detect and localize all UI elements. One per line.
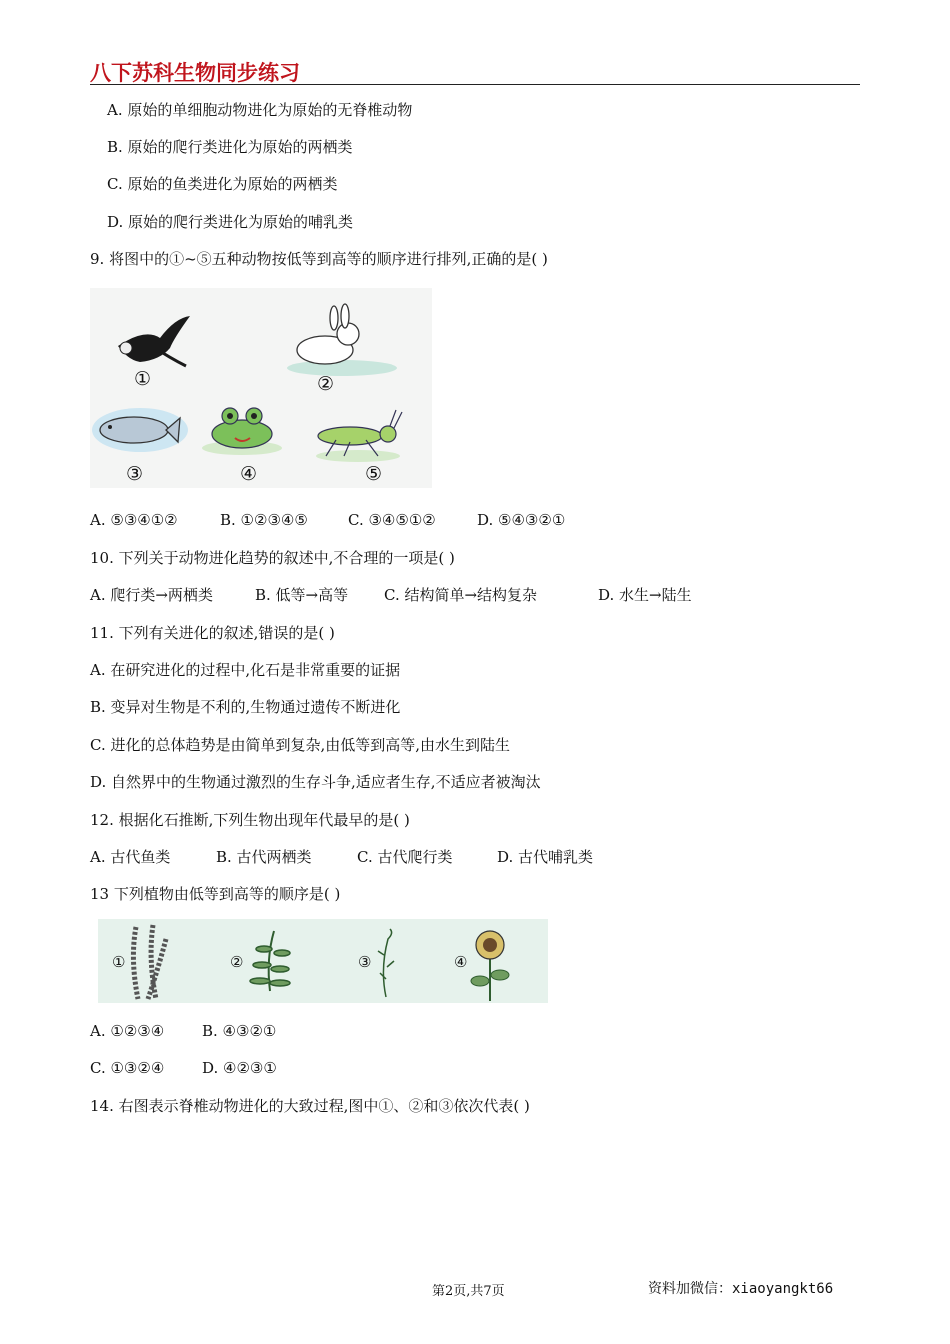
q9-label-5: ⑤ [365,463,383,485]
q9-label-4: ④ [240,463,258,485]
q13-label-2: ② [230,953,244,971]
q8-option-d: D. 原始的爬行类进化为原始的哺乳类 [107,213,354,231]
footer-contact: 资料加微信：xiaoyangkt66 [648,1281,834,1297]
q9-stem: 9. 将图中的①~⑤五种动物按低等到高等的顺序进行排列,正确的是( ) [90,250,548,268]
q13-label-4: ④ [454,953,468,971]
q9-label-1: ① [134,368,152,390]
q8-option-a: A. 原始的单细胞动物进化为原始的无脊椎动物 [107,101,413,119]
q13-option-c: C. ①③②④ [90,1059,165,1077]
q12-option-c: C. 古代爬行类 [357,848,453,866]
q13-option-d: D. ④②③① [202,1059,277,1077]
q12-option-a: A. 古代鱼类 [90,848,171,866]
q13-option-a: A. ①②③④ [90,1022,165,1040]
q12-stem: 12. 根据化石推断,下列生物出现年代最早的是( ) [90,811,410,829]
q9-label-3: ③ [126,463,144,485]
q10-option-a: A. 爬行类→两栖类 [90,586,213,604]
q11-option-d: D. 自然界中的生物通过激烈的生存斗争,适应者生存,不适应者被淘汰 [90,773,541,791]
q12-option-d: D. 古代哺乳类 [497,848,594,866]
q9-animal-figure [90,288,432,488]
q13-label-3: ③ [358,953,372,971]
q10-option-b: B. 低等→高等 [255,586,349,604]
q11-stem: 11. 下列有关进化的叙述,错误的是( ) [90,624,335,642]
q13-label-1: ① [112,953,126,971]
q10-option-d: D. 水生→陆生 [598,586,692,604]
q10-option-c: C. 结构简单→结构复杂 [384,586,538,604]
q11-option-a: A. 在研究进化的过程中,化石是非常重要的证据 [90,661,401,679]
q8-option-c: C. 原始的鱼类进化为原始的两栖类 [107,175,338,193]
q9-option-d: D. ⑤④③②① [477,511,566,529]
header-title: 八下苏科生物同步练习 [90,61,300,85]
q9-label-2: ② [317,373,335,395]
q8-option-b: B. 原始的爬行类进化为原始的两栖类 [107,138,353,156]
q9-option-a: A. ⑤③④①② [90,511,178,529]
page-number: 第2页,共7页 [432,1284,505,1299]
q13-option-b: B. ④③②① [202,1022,277,1040]
q14-stem: 14. 右图表示脊椎动物进化的大致过程,图中①、②和③依次代表( ) [90,1097,530,1115]
q10-stem: 10. 下列关于动物进化趋势的叙述中,不合理的一项是( ) [90,549,455,567]
fish-icon [92,408,188,452]
q13-plant-figure [98,919,548,1003]
q9-option-b: B. ①②③④⑤ [220,511,308,529]
q11-option-b: B. 变异对生物是不利的,生物通过遗传不断进化 [90,698,401,716]
q13-stem: 13 下列植物由低等到高等的顺序是( ) [90,885,341,903]
header-divider [90,84,860,85]
q11-option-c: C. 进化的总体趋势是由简单到复杂,由低等到高等,由水生到陆生 [90,736,511,754]
q12-option-b: B. 古代两栖类 [216,848,312,866]
q9-option-c: C. ③④⑤①② [348,511,436,529]
